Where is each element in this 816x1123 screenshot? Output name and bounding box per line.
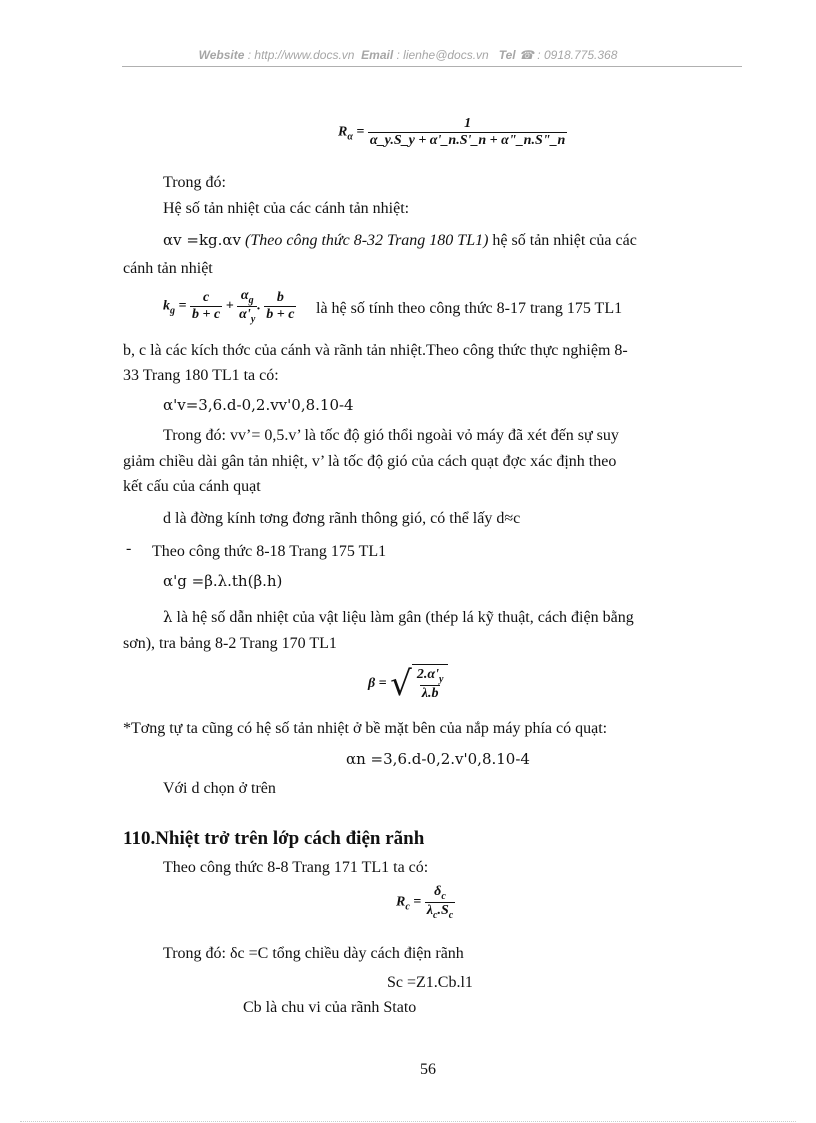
d-line: d là đờng kính tơng đơng rãnh thông gió, có thể lấy d≈c [163, 510, 521, 527]
footer-rule [20, 1121, 796, 1122]
trong-do-3 [163, 943, 464, 965]
alpha-v-ref: (Theo công thức 8-32 Trang 180 TL1) [245, 232, 489, 249]
canh-tan-nhiet: cánh tản nhiệt [123, 260, 213, 277]
alpha-g-formula: α'g =β.λ.th(β.h) [163, 572, 283, 590]
formula-r-numerator: 1 [464, 116, 472, 131]
trong-do-2-l3: kết cấu của cánh quạt [123, 478, 261, 495]
kg-formula: $k_g$ = $\frac{c}{b + c}$ + $\frac{\alpha_g}{\alpha'_y}$ . $\frac{b}{b + c}$ [163, 288, 295, 325]
alpha-n-formula: αn =3,6.d-0,2.v'0,8.10-4 [346, 750, 530, 768]
trong-do-2-l2: giảm chiều dài gân tản nhiệt, v’ là tốc độ gió của cách quạt đợc xác định theo [123, 453, 617, 470]
header-rule [122, 66, 742, 67]
lambda-line1 [163, 606, 634, 629]
page-header [0, 48, 816, 62]
he-so-line: Hệ số tản nhiệt của các cánh tản nhiệt: [163, 200, 410, 217]
email-label: Email [361, 48, 394, 62]
website-url[interactable]: : http://www.docs.vn [247, 48, 355, 62]
formula-r-fraction [368, 116, 567, 149]
delta-desc: δc =C tổng chiều dày cách điện rãnh [229, 945, 464, 962]
theo-818: Theo công thức 8-18 Trang 175 TL1 [152, 543, 387, 560]
bullet-dash: - [126, 540, 132, 557]
email-value[interactable]: : lienhe@docs.vn [396, 48, 489, 62]
alpha-v-formula: αv =kg.αv [163, 231, 242, 249]
section-heading: 110.Nhiệt trở trên lớp cách điện rãnh [123, 828, 425, 849]
alpha-v2-formula: α'v=3,6.d-0,2.vv'0,8.10-4 [163, 396, 354, 414]
voi-d-line: Với d chọn ở trên [163, 780, 276, 797]
phone-icon: ☎ [519, 48, 534, 62]
formula-r-lhs-sub: α [347, 131, 353, 143]
page-number: 56 [420, 1061, 436, 1078]
rc-formula: $R_c$ = $\frac{\delta_c}{\lambda_c.S_c}$ [396, 884, 454, 921]
alpha-v-tail: hệ số tản nhiệt của các [492, 232, 637, 249]
tel-label: Tel [498, 48, 516, 62]
trong-do-3-text: Trong đó: [163, 945, 226, 962]
bc-line2: 33 Trang 180 TL1 ta có: [123, 367, 279, 384]
theo-88-line: Theo công thức 8-8 Trang 171 TL1 ta có: [163, 859, 429, 876]
lambda-line2: sơn), tra bảng 8-2 Trang 170 TL1 [123, 635, 337, 652]
beta-formula: β = √ $\frac{2.\alpha'_y}{\lambda.b}$ [368, 664, 448, 704]
tuong-tu-line: *Tơng tự ta cũng có hệ số tản nhiệt ở bề mặt bên của nắp máy phía có quạt: [123, 720, 608, 737]
cb-line: Cb là chu vi của rãnh Stato [243, 999, 417, 1016]
sc-formula: Sc =Z1.Cb.l1 [387, 974, 473, 991]
trong-do-1: Trong đó: [163, 174, 226, 191]
website-label: Website [198, 48, 245, 62]
kg-desc: là hệ số tính theo công thức 8-17 trang 175 TL1 [316, 300, 623, 317]
lambda-l1-text: là hệ số dẫn nhiệt của vật liệu làm gân (thép lá kỹ thuật, cách điện bằng [176, 609, 634, 626]
alpha-v-line [163, 229, 637, 252]
formula-r-denominator: α_y.S_y + α'_n.S'_n + α"_n.S"_n [369, 133, 566, 148]
formula-r-lhs: R [338, 124, 348, 140]
formula-r-alpha: $R_\alpha$ = $\frac{1}{\alpha\_y.S\_y + \alpha'\_n.S'\_n + \alpha"\_n.S"\_n}$ [338, 116, 566, 148]
trong-do-2-l1: Trong đó: vv’= 0,5.v’ là tốc độ gió thổi ngoài vỏ máy đã xét đến sự suy [163, 427, 619, 444]
tel-value: : 0918.775.368 [537, 48, 618, 62]
lambda-symbol: λ [163, 608, 173, 626]
bc-line1: b, c là các kích thớc của cánh và rãnh tản nhiệt.Theo công thức thực nghiệm 8- [123, 342, 628, 359]
